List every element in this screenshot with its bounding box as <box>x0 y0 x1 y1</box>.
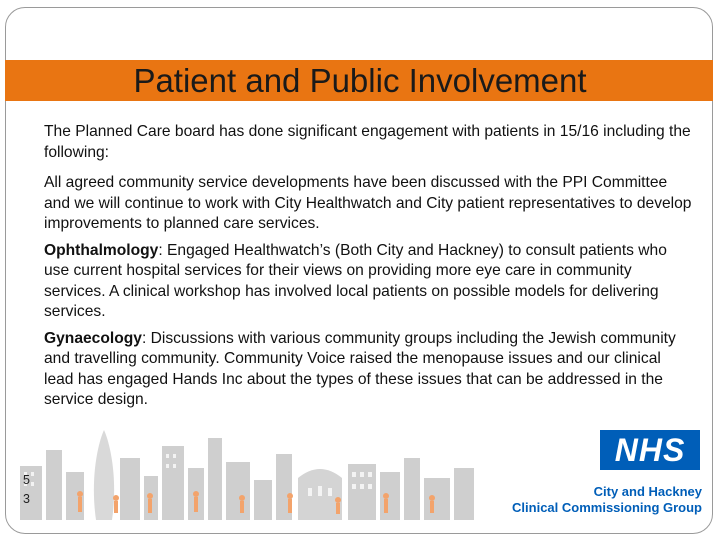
ppi-committee-paragraph: All agreed community service developments have been discussed with the PPI Committee and we will continue to work with City Healthwatch and City patient representatives to develop improvements to planned care services. <box>44 174 692 232</box>
slide-title: Patient and Public Involvement <box>133 62 587 99</box>
slide-body <box>44 122 694 417</box>
skyline-buildings <box>20 430 474 520</box>
gynaecology-label: Gynaecology <box>44 329 142 347</box>
org-name-line2: Clinical Commissioning Group <box>512 500 702 515</box>
ophthalmology-label: Ophthalmology <box>44 241 159 259</box>
nhs-logo <box>600 430 700 470</box>
page-number-line1: 5 <box>23 473 30 487</box>
gynaecology-text: : Discussions with various community groups including the Jewish community and travelling community. Community Voice raised the menopause issues and our clinical lead has engaged Hands Inc about the types of these issues that can be addressed in the service design. <box>44 329 676 408</box>
org-name-line1: City and Hackney <box>593 484 702 499</box>
page-number <box>23 471 30 509</box>
gynaecology-paragraph <box>44 329 694 411</box>
page-number-line2: 3 <box>23 492 30 506</box>
city-skyline-illustration <box>20 428 490 520</box>
intro-paragraph: The Planned Care board has done significant engagement with patients in 15/16 including the following: <box>44 123 691 161</box>
nhs-logo-text: NHS <box>614 432 686 468</box>
ophthalmology-paragraph <box>44 241 694 323</box>
ophthalmology-text: : Engaged Healthwatch’s (Both City and Hackney) to consult patients who use current hospital services for their views on providing more eye care in community services. A clinical workshop has involved local patients on possible models for delivering services. <box>44 241 667 320</box>
